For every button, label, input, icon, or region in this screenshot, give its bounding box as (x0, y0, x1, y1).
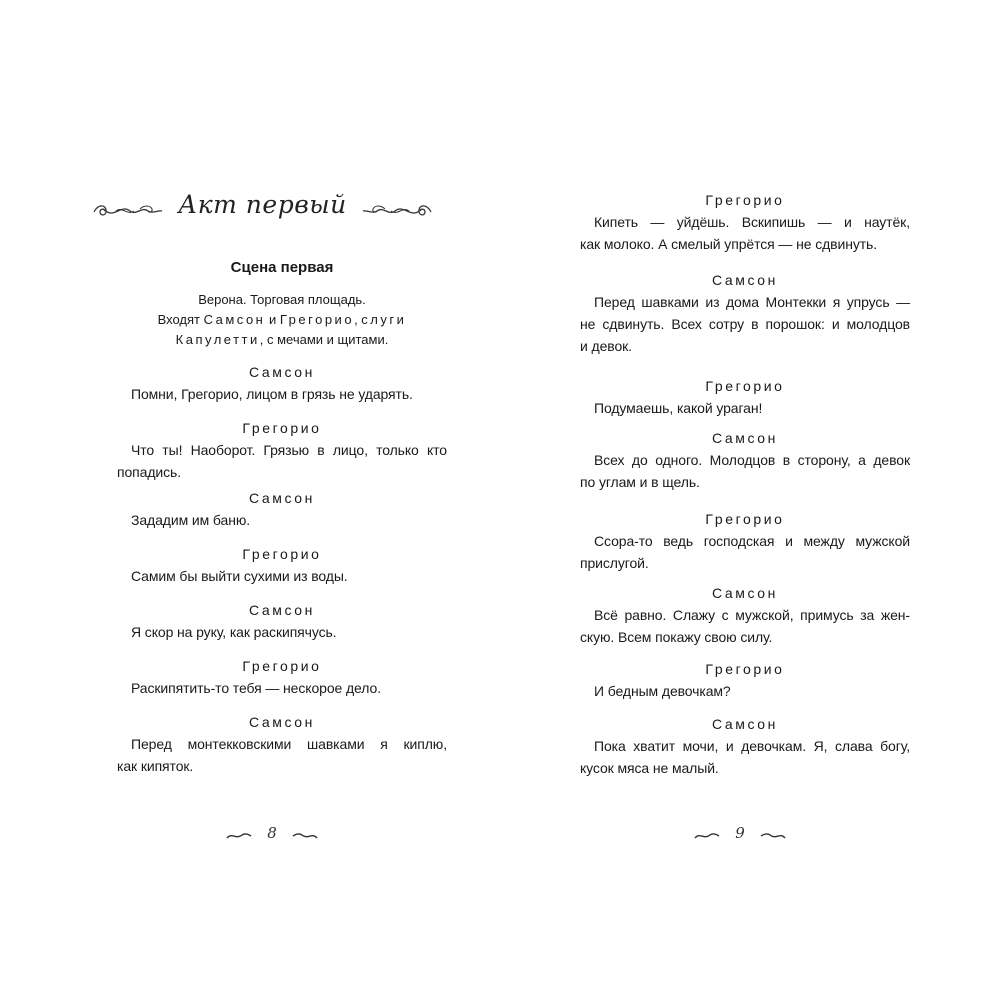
speech-line: Ссора-то ведь господская и между мужской (594, 533, 910, 549)
dialogue-block (580, 375, 910, 419)
speech-line: Самим бы выйти сухими из воды. (131, 568, 348, 584)
speech-text (117, 677, 447, 699)
speech-line: Я скор на руку, как раскипячусь. (131, 624, 337, 640)
speech-text (117, 733, 447, 777)
stage-direction (117, 290, 447, 350)
speech-text (117, 509, 447, 531)
speech-text (580, 449, 910, 493)
speaker-name: Самсон (712, 585, 778, 601)
speaker-name: Самсон (249, 364, 315, 380)
speech-line: Всё равно. Слажу с мужской, примусь за жен- (594, 607, 910, 623)
page-number: 9 (735, 824, 745, 842)
speech-line: как кипяток. (117, 758, 194, 774)
speech-line: Всех до одного. Молодцов в сторону, а девок (594, 452, 910, 468)
speaker-name: Самсон (712, 716, 778, 732)
speech-line: Кипеть — уйдёшь. Вскипишь — и наутёк, (594, 214, 910, 230)
speaker-name: Грегорио (705, 192, 785, 208)
page-number-footer (212, 824, 332, 848)
speech-text (580, 680, 910, 702)
speech-line: Перед монтекковскими шавками я киплю, (131, 736, 447, 752)
speech-line: скую. Всем покажу свою силу. (580, 629, 773, 645)
speech-line: по углам и в щель. (580, 474, 700, 490)
flourish-ornament-icon (361, 196, 433, 226)
speaker-name: Самсон (249, 602, 315, 618)
speech-line: кусок мяса не малый. (580, 760, 719, 776)
speaker-name: Самсон (249, 490, 315, 506)
dialogue-block (117, 543, 447, 587)
speech-line: как молоко. А смелый упрётся — не сдвинуть. (580, 236, 878, 252)
stage-direction-line: Входят Самсон и Грегорио, слуги (157, 312, 407, 327)
speaker-name: Грегорио (242, 546, 322, 562)
speech-line: не сдвинуть. Всех сотру в порошок: и молодцов (580, 316, 910, 332)
page-number: 8 (267, 824, 277, 842)
speech-text (580, 530, 910, 574)
swash-ornament-icon (292, 830, 318, 842)
dialogue-block (580, 508, 910, 574)
speech-text (580, 604, 910, 648)
speech-text (117, 439, 447, 483)
speech-text (580, 735, 910, 779)
dialogue-block (117, 711, 447, 777)
speech-line: Раскипятить-то тебя — нескорое дело. (131, 680, 381, 696)
dialogue-block (117, 599, 447, 643)
speech-text (580, 211, 910, 255)
stage-direction-line: Верона. Торговая площадь. (198, 292, 366, 307)
dialogue-block (580, 713, 910, 779)
speech-line: И бедным девочкам? (594, 683, 731, 699)
speech-text (117, 383, 447, 405)
speech-line: и девок. (580, 338, 632, 354)
speech-line: Помни, Грегорио, лицом в грязь не ударять. (131, 386, 413, 402)
speech-line: Перед шавками из дома Монтекки я упрусь — (594, 294, 910, 310)
dialogue-block (580, 582, 910, 648)
speech-line: Пока хватит мочи, и девочкам. Я, слава богу, (594, 738, 910, 754)
speech-text (580, 291, 910, 357)
dialogue-block (580, 427, 910, 493)
scene-title: Сцена первая (230, 259, 334, 276)
speech-line: Зададим им баню. (131, 512, 251, 528)
speech-line: Подумаешь, какой ураган! (594, 400, 763, 416)
speaker-name: Грегорио (705, 378, 785, 394)
dialogue-block (117, 361, 447, 405)
speech-text (117, 621, 447, 643)
speech-line: прислугой. (580, 555, 649, 571)
act-title: Акт первый (178, 190, 347, 219)
dialogue-block (580, 189, 910, 255)
speaker-name: Грегорио (242, 658, 322, 674)
act-header (90, 190, 435, 230)
swash-ornament-icon (760, 830, 786, 842)
dialogue-block (117, 417, 447, 483)
stage-direction-line: Капулетти, с мечами и щитами. (175, 332, 389, 347)
speech-line: попадись. (117, 464, 182, 480)
dialogue-block (580, 658, 910, 702)
speaker-name: Самсон (712, 430, 778, 446)
dialogue-block (117, 655, 447, 699)
speech-text (580, 397, 910, 419)
speaker-name: Самсон (712, 272, 778, 288)
dialogue-block (580, 269, 910, 357)
page-number-footer (680, 824, 800, 848)
speech-line: Что ты! Наоборот. Грязью в лицо, только кто (131, 442, 447, 458)
right-page (500, 0, 1000, 1000)
speaker-name: Самсон (249, 714, 315, 730)
speaker-name: Грегорио (242, 420, 322, 436)
speaker-name: Грегорио (705, 511, 785, 527)
dialogue-block (117, 487, 447, 531)
speech-text (117, 565, 447, 587)
speaker-name: Грегорио (705, 661, 785, 677)
